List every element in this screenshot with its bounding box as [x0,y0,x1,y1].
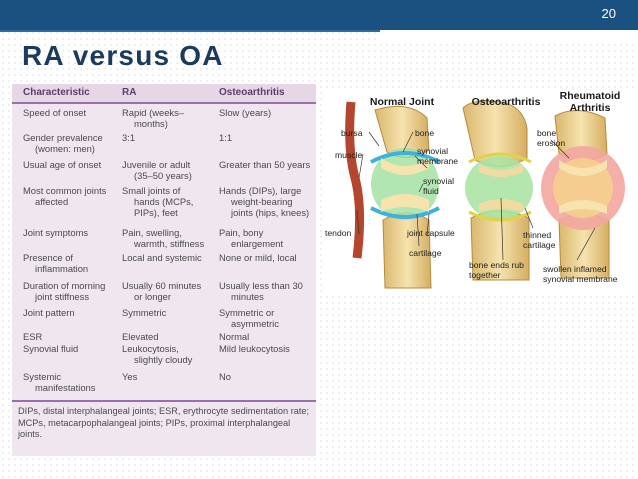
cell-line: inflammation [35,263,89,275]
cell-line: Symmetric or [219,307,275,318]
cell-characteristic [23,107,121,118]
label-bone: bone [415,128,435,138]
heading-normal-joint: Normal Joint [369,96,435,108]
cell-ra [122,185,218,219]
cell-characteristic [23,331,121,342]
cell-line: Speed of onset [23,107,87,118]
cell-line: joint stiffness [35,291,90,303]
heading-rheumatoid-arthritis: Rheumatoid Arthritis [559,90,621,114]
label-bone-ends: bone ends rub together [469,260,524,280]
label-synovial-fluid: synovial fluid [423,176,455,196]
table-header [12,84,316,104]
cell-line: Gender prevalence [23,132,103,143]
cell-line: Usual age of onset [23,159,102,170]
cell-line: Symmetric [122,307,167,318]
cell-line: Mild leukocytosis [219,343,290,354]
cell-line: weight-bearing [231,196,293,208]
cell-oa [219,252,315,263]
slide-number: 20 [601,6,616,21]
cell-ra [122,227,218,249]
cell-ra [122,307,218,318]
cell-oa [219,227,315,249]
cell-line: Elevated [122,331,159,342]
cell-line: enlargement [231,238,284,250]
cell-line: Local and systemic [122,252,202,263]
cell-ra [122,252,218,263]
cell-ra [122,280,218,302]
cell-oa [219,307,315,329]
cell-line: Rapid (weeks– [122,107,185,118]
cell-ra [122,107,218,129]
cell-oa [219,280,315,302]
cell-line: Slow (years) [219,107,272,118]
cell-line: hands (MCPs, [134,196,194,208]
cell-line: asymmetric [231,318,279,330]
cell-characteristic [23,252,121,274]
cell-characteristic [23,185,121,207]
cell-line: 3:1 [122,132,136,143]
slide-title: RA versus OA [22,40,224,71]
cell-line: Pain, bony [219,227,264,238]
cell-oa [219,331,315,342]
heading-osteoarthritis: Osteoarthritis [471,96,541,108]
top-bar [0,0,638,30]
cell-line: warmth, stiffness [134,238,205,250]
cell-line: Pain, swelling, [122,227,182,238]
cell-line: None or mild, local [219,252,297,263]
cell-line: Leukocytosis, [122,343,179,354]
cell-line: Usually less than 30 [219,280,303,291]
comparison-table [12,84,316,456]
table-footnote: DIPs, distal interphalangeal joints; ESR, erythrocyte sedimentation rate; MCPs, metacarpophalangeal joints; PIPs, proximal interphalangeal joints. [18,406,310,440]
cell-line: Duration of morning [23,280,106,291]
cell-line: Joint symptoms [23,227,89,238]
cell-line: Joint pattern [23,307,75,318]
cell-line: Small joints of [122,185,181,196]
joint-illustration [323,88,636,292]
cell-line: Systemic [23,371,62,382]
label-thinned-cartilage: thinned cartilage [523,230,556,250]
cell-characteristic [23,343,121,354]
cell-line: 1:1 [219,132,233,143]
cell-line: slightly cloudy [134,354,193,366]
cell-oa [219,132,315,143]
cell-line: (women: men) [35,143,95,155]
top-bar-notch [380,30,638,44]
header-oa: Osteoarthritis [219,87,285,98]
cell-line: No [219,371,231,382]
cell-line: Hands (DIPs), large [219,185,302,196]
cell-line: ESR [23,331,43,342]
cell-ra [122,132,218,143]
cell-ra [122,343,218,365]
cell-line: Normal [219,331,250,342]
label-bone-erosion: bone erosion [537,128,566,148]
label-synovial-membrane: synovial membrane [417,146,459,166]
cell-characteristic [23,159,121,170]
cell-characteristic [23,132,121,154]
cell-characteristic [23,371,121,393]
table-bottom-rule [12,400,316,402]
cell-ra [122,331,218,342]
label-cartilage: cartilage [409,248,442,258]
label-tendon: tendon [325,228,352,238]
cell-line: months) [134,118,168,130]
cell-line: Usually 60 minutes [122,280,202,291]
label-swollen-membrane: swollen inflamed synovial membrane [543,264,618,284]
cell-line: minutes [231,291,264,303]
cell-characteristic [23,307,121,318]
cell-ra [122,159,218,181]
cell-line: Greater than 50 years [219,159,311,170]
cell-line: joints (hips, knees) [231,207,310,219]
cell-line: (35–50 years) [134,170,192,182]
header-ra: RA [122,87,137,98]
label-joint-capsule: joint capsule [407,228,455,238]
cell-line: Yes [122,371,138,382]
cell-oa [219,107,315,118]
label-bursa: bursa [341,128,363,138]
cell-oa [219,185,315,219]
cell-line: or longer [134,291,172,303]
cell-oa [219,343,315,354]
label-muscle: muscle [335,150,363,160]
cell-oa [219,159,315,170]
cell-ra [122,371,218,382]
header-characteristic: Characteristic [23,87,90,98]
cell-line: Synovial fluid [23,343,79,354]
cell-characteristic [23,280,121,302]
cell-characteristic [23,227,121,238]
cell-line: affected [35,196,69,208]
cell-line: Presence of [23,252,74,263]
cell-oa [219,371,315,382]
cell-line: manifestations [35,382,96,394]
cell-line: PIPs), feet [134,207,178,219]
cell-line: Most common joints [23,185,107,196]
oa-joint-drawing [463,101,533,280]
cell-line: Juvenile or adult [122,159,191,170]
